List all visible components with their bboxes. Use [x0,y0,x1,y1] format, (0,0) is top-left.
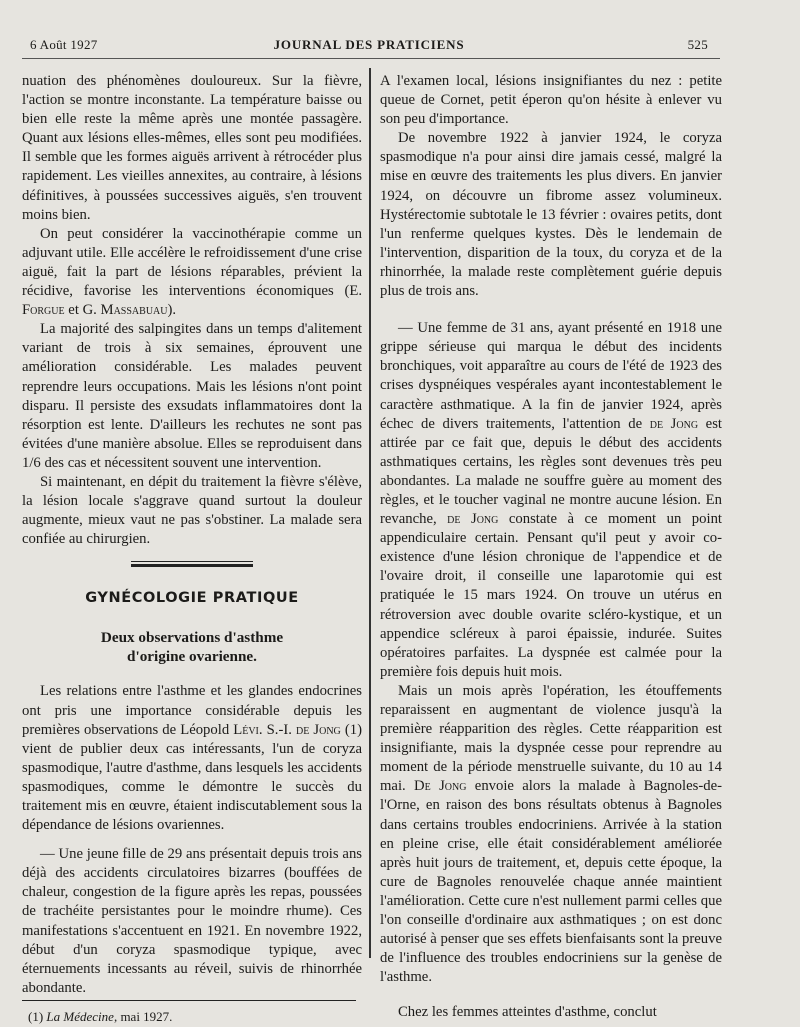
left-column [22,72,362,1027]
footnote: (1) La Médecine, mai 1927. [28,1009,173,1025]
paragraph: A l'examen local, lésions insignifiantes du nez : petite queue de Cornet, petit éperon qu'on hésite à enlever vu son peu d'importance. [380,73,722,128]
paragraph: Si maintenant, en dépit du traitement la fièvre s'élève, la lésion locale s'aggrave quand surtout la douleur augmente, mieux vaut ne pas s'obstiner. La malade sera confiée au chirurgien. [22,473,362,548]
page-number: 525 [687,37,708,52]
paragraph: — Une jeune fille de 29 ans présentait depuis trois ans déjà des accidents circulatoires bizarres (bouffées de chaleur, congestion de la figure après les repas, poussées de trachéite persistantes pour le moindre rhume). Ces manifestations s'accentuent en 1921. En novembre 1922, début d'un coryza spasmodique typique, avec éternuements incessants au réveil, suivis de rhinorrhée abondante. [22,846,362,996]
header-rule [22,58,720,59]
paragraph: Mais un mois après l'opération, les étouffements reparaissent en augmentant de violence jusqu'à la première réapparition des règles. Cette réapparition est insignifiante, mais la dyspnée cesse pour reprendre au moment de la période menstruelle suivante, du 10 au 14 mai. De Jong envoie alors la malade à Bagnoles-de-l'Orne, en raison des bons résultats obtenus à Bagnoles dans certains troubles endocriniens. Arrivée à la station en pleine crise, elle était considérablement améliorée après huit jours de traitement, et, depuis cette époque, la cure de Bagnoles renouvelée chaque année maintient l'amélioration. Cette cure n'est nullement parmi celles que l'on conseille d'ordinaire aux asthmatiques ; on est donc autorisé à penser que ses effets bienfaisants sont la preuve de l'influence des troubles endocriniens sur la genèse de l'asthme. [380,682,722,986]
author-name: De Jong [414,778,467,795]
author-name: Massabuau [100,302,168,319]
author-name: de Jong [296,721,341,738]
paragraph: La majorité des salpingites dans un temps d'alitement variant de trois à six semaines, éprouvent une amélioration considérable. Les malades peuvent reprendre leurs occupations. Mais les lésions n'ont point disparu. Il persiste des exsudats inflammatoires dont la résorption est lente. D'ailleurs les rechutes ne sont pas évitées d'une manière absolue. Elles se reproduisent dans 1/6 des cas et nécessitent souvent une intervention. [22,321,362,471]
author-name: Lévi [233,721,259,738]
paragraph: Chez les femmes atteintes d'asthme, conclut [398,1004,657,1021]
author-name: de Jong [447,511,499,528]
right-column [380,72,722,1023]
running-header [30,37,708,55]
footnote-rule [22,1000,356,1002]
paragraph: Les relations entre l'asthme et les glandes endocrines ont pris une importance considérable depuis les premières observations de Léopold Lévi. S.-I. de Jong (1) vient de publier deux cas intéressants, l'un de coryza spasmodique, l'autre d'asthme, dans lesquels les accidents spasmodiques, comme le démontre le succès du traitement mis en œuvre, étaient indiscutablement sous la dépendance de lésions ovariennes. [22,683,362,834]
paragraph: — Une femme de 31 ans, ayant présenté en 1918 une grippe sérieuse qui marqua le début des incidents bronchiques, voit apparaître au cours de l'été de 1923 des crises dyspnéiques vespérales ayant incontestablement le caractère asthmatique. A la fin de janvier 1924, après échec de divers traitements, l'attention de de Jong est attirée par ce fait que, depuis le début des accidents asthmatiques certains, les règles sont devenues très peu abondantes. La malade ne souffre guère au moment des règles, et le toucher vaginal ne montre aucune lésion. En revanche, de Jong constate à ce moment un point appendiculaire certain. Pensant qu'il peut y avoir co-existence d'une lésion chronique de l'appendice et de l'ovaire droit, il conseille une laparotomie qui est pratiquée le 15 mars 1924. On trouve un utérus en rétroversion avec double ovarite scléro-kystique, et un appendice scléreux à paroi épaissie, indurée. Suites opératoires parfaites. La dyspnée est calmée pour la première fois depuis huit mois. [380,320,722,680]
paragraph: On peut considérer la vaccinothérapie comme un adjuvant utile. Elle accélère le refroidissement d'une crise aiguë, fait la part de lésions réparables, prévient la récidive, favorise les interventions économiques (E. Forgue et G. Massabuau). [22,225,362,319]
section-divider [131,561,253,567]
author-name: Forgue [22,302,65,319]
footnote-source: La Médecine [46,1009,114,1025]
header-date: 6 Août 1927 [30,37,98,52]
article-title: Deux observations d'asthme d'origine ovarienne. [100,629,284,666]
paragraph: nuation des phénomènes douloureux. Sur la fièvre, l'action se montre inconstante. La température baisse ou bien elle reste la même après une montée passagère. Quant aux lésions elles-mêmes, elles sont peu modifiées. Il semble que les formes aiguës arrivent à rétrocéder plus rapidement. Les vieilles annexites, au contraire, à lésions définitives, à poussées successives aiguës, s'en trouvent moins bien. [22,73,362,223]
column-divider [369,68,371,958]
paragraph: De novembre 1922 à janvier 1924, le coryza spasmodique n'a pour ainsi dire jamais cessé, malgré la mise en œuvre des traitements les plus divers. En janvier 1924, on découvre un fibrome assez volumineux. Hystérectomie subtotale le 13 février : ovaires petits, dont l'un renferme quelques kystes. Dès le lendemain de l'intervention, disparition de la toux, du coryza et de la rhinorrhée, la malade reste complètement guérie depuis plus de trois ans. [380,130,722,300]
journal-title: JOURNAL DES PRATICIENS [273,37,465,52]
section-title: GYNÉCOLOGIE PRATIQUE [85,590,299,607]
author-name: de Jong [649,415,699,432]
